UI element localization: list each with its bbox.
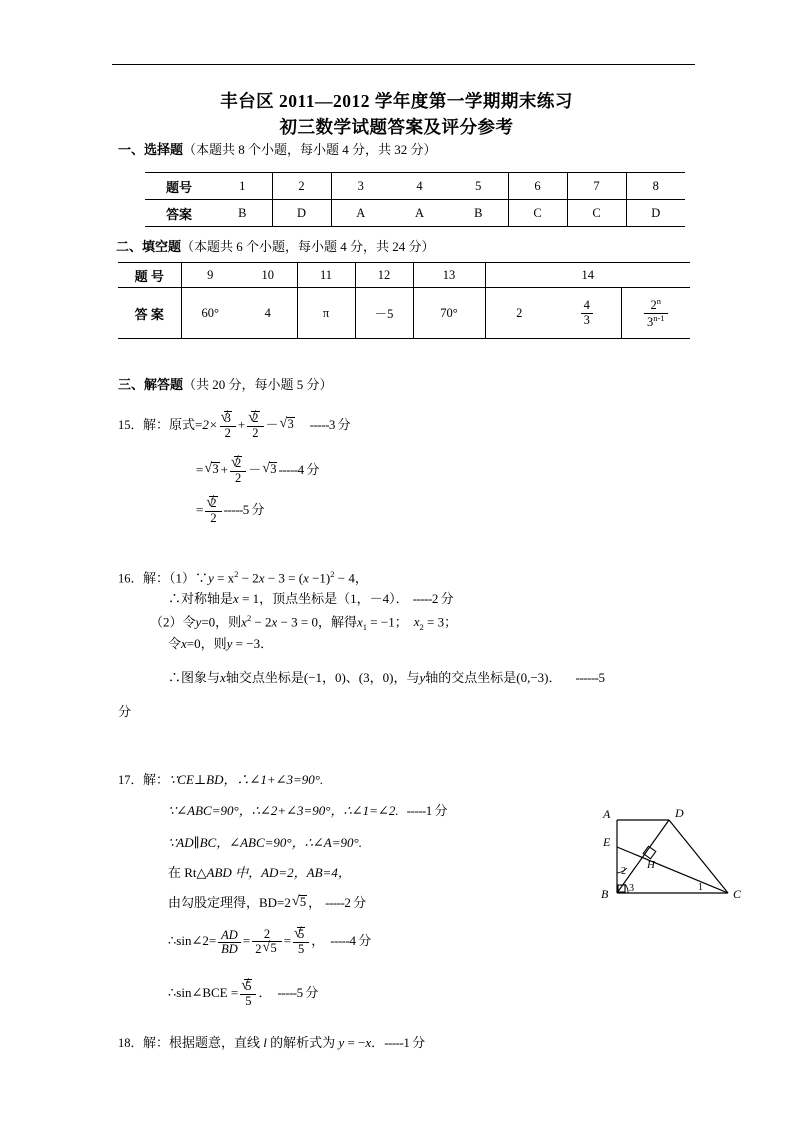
expr: = − xyxy=(344,1035,366,1050)
fraction-numerator: 4 xyxy=(583,298,590,313)
equals-sign: = xyxy=(242,933,251,949)
radicand: 3 xyxy=(212,462,219,477)
variable-x: x xyxy=(241,614,247,630)
problem-17-line-5 xyxy=(168,896,366,910)
table-cell-number: 4 xyxy=(390,173,449,200)
problem-15-number: 15． xyxy=(118,418,144,433)
table-row xyxy=(145,200,685,227)
text: ． xyxy=(371,1035,385,1050)
fraction-numerator-base: 2 xyxy=(650,298,657,313)
table-cell-number: 2 xyxy=(272,173,331,200)
expr: = −3． xyxy=(232,636,274,651)
table-cell-answer: D xyxy=(272,200,331,227)
expr: − 4， xyxy=(334,570,368,586)
radicand: 3 xyxy=(287,417,294,432)
text: 令 xyxy=(182,614,196,630)
table-cell-number: 13 xyxy=(413,263,485,288)
problem-17-line-1 xyxy=(118,773,323,787)
table-cell-number: 11 xyxy=(297,263,355,288)
text: 根据题意，直线 xyxy=(169,1035,264,1050)
fraction xyxy=(252,928,282,956)
table-cell-answer: －5 xyxy=(355,288,413,339)
minus-sign: － xyxy=(265,417,279,433)
problem-17-line-2 xyxy=(168,804,447,817)
section-2-heading xyxy=(116,240,435,254)
problem-17-jie: 解： xyxy=(143,772,170,787)
table-cell-answer: C xyxy=(508,200,567,227)
radical xyxy=(248,412,262,426)
problem-16-part2-label: （2） xyxy=(150,614,183,630)
table-cell-answer: A xyxy=(331,200,390,227)
triangle-abd: △ABD xyxy=(196,865,232,880)
fraction-denominator: 2 xyxy=(220,426,236,440)
problem-16-score-2: ------5 xyxy=(575,670,605,685)
fraction xyxy=(205,497,221,525)
problem-18-score: -----1 分 xyxy=(384,1035,425,1050)
exponent: 2 xyxy=(330,569,335,579)
expr: = x xyxy=(213,570,235,586)
table-cell-answer-fraction xyxy=(553,288,621,339)
text: ． xyxy=(258,985,272,1001)
text: ， xyxy=(308,895,322,910)
problem-17-score-4: -----5 分 xyxy=(277,985,318,1001)
table-cell-answer: 4 xyxy=(239,288,297,339)
lead: ∴sin∠BCE = xyxy=(168,985,239,1001)
fraction xyxy=(644,297,668,329)
label-A: A xyxy=(603,807,611,821)
table-cell-number: 9 xyxy=(181,263,239,288)
text: ，解得 xyxy=(317,614,357,630)
table-cell-number: 1 xyxy=(213,173,272,200)
variable-x: x xyxy=(365,1035,372,1050)
fraction-denominator: 2 xyxy=(247,426,263,440)
radicand: 3 xyxy=(224,411,231,425)
problem-15-line-3 xyxy=(196,497,264,525)
text: 由勾股定理得，BD=2 xyxy=(168,895,291,910)
fraction xyxy=(230,457,246,485)
problem-15-coef: 2× xyxy=(202,417,218,433)
variable-y: y xyxy=(195,614,202,630)
coefficient: 2 xyxy=(255,942,262,957)
radicand: 3 xyxy=(270,462,277,477)
problem-17-score-2: -----2 分 xyxy=(325,895,366,910)
fraction xyxy=(581,299,593,326)
radical xyxy=(241,980,255,994)
table-row-header-answer: 答案 xyxy=(145,200,213,227)
label-angle-1: 1 xyxy=(698,882,703,893)
fraction-numerator: 2 xyxy=(263,927,271,941)
geometry-diagram xyxy=(595,806,775,921)
fraction xyxy=(218,929,241,956)
radical xyxy=(206,497,220,511)
radical xyxy=(262,463,277,477)
text: 轴的交点坐标是(0,−3)． xyxy=(425,670,562,685)
label-D: D xyxy=(675,806,684,820)
problem-17-figure xyxy=(595,806,775,921)
expr: − 3 = 0 xyxy=(277,614,318,630)
lead: ∴sin∠2= xyxy=(168,933,217,949)
text: =0，则 xyxy=(201,614,242,630)
table-cell-number: 10 xyxy=(239,263,297,288)
section-1-note: （本题共 8 个小题，每小题 4 分，共 32 分） xyxy=(183,142,437,157)
problem-17-number: 17． xyxy=(118,773,144,787)
variable-x2: x xyxy=(413,614,420,630)
radical xyxy=(294,928,308,942)
radical xyxy=(221,412,235,426)
minus-sign: － xyxy=(248,462,262,478)
fill-in-answer-table xyxy=(118,262,690,339)
coordinates: （1，－4）． xyxy=(337,591,409,606)
table-cell-number: 7 xyxy=(567,173,626,200)
table-cell-answer: π xyxy=(297,288,355,339)
expr: = −1； xyxy=(367,614,408,630)
radicand: 2 xyxy=(210,496,217,510)
problem-16-line-5 xyxy=(168,671,604,684)
variable-x1: x xyxy=(357,614,363,630)
table-row xyxy=(118,263,690,288)
equals-sign: = xyxy=(196,502,204,518)
variable-x: x xyxy=(233,591,239,606)
segment-BD xyxy=(617,820,669,893)
line-l: l xyxy=(263,1035,267,1050)
section-3-heading xyxy=(118,378,333,392)
expr: = 3； xyxy=(423,614,458,630)
expr: − 2 xyxy=(251,614,272,630)
exponent: 2 xyxy=(246,613,252,623)
problem-18-number: 18． xyxy=(118,1036,144,1050)
fraction-denominator: 5 xyxy=(293,942,309,956)
table-cell-answer: D xyxy=(626,200,685,227)
page-title-line2: 初三数学试题答案及评分参考 xyxy=(279,117,514,137)
expr: − 3 = ( xyxy=(264,570,304,586)
problem-16-line-1 xyxy=(118,570,368,585)
statement: ∵CE⊥BD，∴∠1+∠3=90°. xyxy=(169,772,324,787)
table-cell-number: 12 xyxy=(355,263,413,288)
because-symbol: ∵ xyxy=(195,570,209,586)
problem-17-score-1: -----1 分 xyxy=(406,803,447,818)
statement: ∵AD∥BC，∠ABC=90°，∴∠A=90°. xyxy=(168,835,362,850)
fraction xyxy=(293,928,309,956)
problem-15-jie: 解： xyxy=(143,417,170,433)
problem-16-score-tail: 分 xyxy=(118,704,132,719)
fraction-denominator: 3 xyxy=(581,313,593,327)
variable-x: x xyxy=(271,614,278,630)
problem-16-score-1: -----2 分 xyxy=(412,591,454,606)
statement: ∵∠ABC=90°，∴∠2+∠3=90°，∴∠1=∠2. xyxy=(168,803,399,818)
problem-18-jie: 解： xyxy=(143,1035,170,1050)
table-cell-number: 5 xyxy=(449,173,508,200)
equals-sign: = xyxy=(196,462,204,478)
variable-y: y xyxy=(208,570,214,586)
table-cell-number: 6 xyxy=(508,173,567,200)
table-cell-answer: B xyxy=(449,200,508,227)
radicand: 5 xyxy=(270,941,277,956)
fraction-denominator-base: 3 xyxy=(646,314,654,329)
problem-17-line-7 xyxy=(168,980,318,1008)
label-H: H xyxy=(647,859,655,871)
problem-17-line-4 xyxy=(168,866,351,879)
problem-17-line-3 xyxy=(168,836,362,849)
section-3-label: 三、解答题 xyxy=(118,377,184,392)
problem-15-score-2: -----4 分 xyxy=(278,462,319,478)
label-B: B xyxy=(601,887,609,901)
fraction-denominator: 5 xyxy=(240,994,256,1008)
expr: −1) xyxy=(308,570,331,586)
text: 令 xyxy=(168,636,182,651)
fraction-denominator: 2 xyxy=(205,511,221,525)
section-1-label: 一、选择题 xyxy=(118,142,184,157)
therefore-symbol: ∴ xyxy=(168,670,182,685)
fraction-denominator-exponent: n-1 xyxy=(653,312,665,323)
radical xyxy=(262,942,277,956)
choice-answer-table xyxy=(145,172,685,227)
fraction xyxy=(240,980,256,1008)
radicand: 2 xyxy=(234,456,242,470)
problem-18-line-1 xyxy=(118,1036,425,1050)
variable-y: y xyxy=(226,636,233,651)
section-2-label: 二、填空题 xyxy=(116,239,182,254)
radicand: 5 xyxy=(298,927,305,941)
text: =0，则 xyxy=(186,636,227,651)
fraction-numerator xyxy=(644,297,668,312)
table-cell-number: 14 xyxy=(485,263,690,288)
problem-16-line-2 xyxy=(168,592,453,605)
plus-sign: + xyxy=(237,417,246,433)
exponent: 2 xyxy=(234,569,239,579)
radicand: 5 xyxy=(299,895,307,909)
radical xyxy=(292,896,307,910)
table-row xyxy=(145,173,685,200)
section-3-note: （共 20 分，每小题 5 分） xyxy=(183,377,333,392)
variable-x: x xyxy=(258,570,265,586)
table-row xyxy=(118,288,690,339)
text: 图象与 xyxy=(181,670,221,685)
subscript: 1 xyxy=(362,621,368,632)
problem-15-lead: 原式= xyxy=(169,417,203,433)
table-cell-answer: B xyxy=(213,200,272,227)
radicand: 2 xyxy=(252,411,259,425)
subscript: 2 xyxy=(419,621,424,632)
radical xyxy=(280,418,295,432)
table-row-header-number: 题号 xyxy=(145,173,213,200)
problem-17-score-3: -----4 分 xyxy=(330,933,371,949)
problem-16-line-3 xyxy=(150,614,457,631)
problem-15-line-2 xyxy=(196,457,319,485)
plus-sign: + xyxy=(220,462,228,478)
expr: 中，AD=2，AB=4， xyxy=(231,865,351,880)
expr: − 2 xyxy=(238,570,259,586)
expr: = 1， xyxy=(238,591,273,606)
equals-sign: = xyxy=(283,933,292,949)
problem-16-part1-label: （1） xyxy=(169,570,196,586)
variable-y: y xyxy=(338,1035,345,1050)
section-2-note: （本题共 6 个小题，每小题 4 分，共 24 分） xyxy=(181,239,435,254)
fraction-numerator-exponent: n xyxy=(656,296,661,307)
label-angle-3: 3 xyxy=(629,883,634,894)
fraction-denominator xyxy=(252,941,282,956)
problem-15-score-3: -----5 分 xyxy=(223,502,264,518)
label-E: E xyxy=(603,835,611,849)
problem-15-score-1: -----3 分 xyxy=(309,417,351,433)
variable-x: x xyxy=(303,570,309,586)
problem-17-line-6 xyxy=(168,928,371,956)
problem-15-line-1 xyxy=(118,412,350,440)
section-1-heading xyxy=(118,143,437,157)
header-divider xyxy=(112,64,695,65)
table-cell-answer-fraction xyxy=(621,288,690,339)
text: ， xyxy=(311,933,325,949)
problem-16-number: 16． xyxy=(118,571,144,586)
table-cell-answer: A xyxy=(390,200,449,227)
text: 的解析式为 xyxy=(266,1035,339,1050)
table-cell-answer: C xyxy=(567,200,626,227)
fraction-denominator: 2 xyxy=(230,471,246,485)
table-cell-answer: 70° xyxy=(413,288,485,339)
therefore-symbol: ∴ xyxy=(168,591,182,606)
fraction-denominator: BD xyxy=(218,942,241,956)
variable-x: x xyxy=(220,670,226,685)
label-C: C xyxy=(733,887,742,901)
page-title-line1: 丰台区 2011—2012 学年度第一学期期末练习 xyxy=(220,91,573,111)
fraction-numerator: AD xyxy=(221,927,238,942)
variable-x: x xyxy=(181,636,187,651)
problem-16-line-4 xyxy=(168,637,273,650)
fraction-denominator xyxy=(644,313,668,329)
radical xyxy=(204,463,219,477)
text: 在 Rt xyxy=(168,865,197,880)
text: 轴交点坐标是(−1，0)、(3，0)，与 xyxy=(225,670,420,685)
text: 对称轴是 xyxy=(181,591,234,606)
radicand: 5 xyxy=(245,979,252,993)
table-cell-number: 8 xyxy=(626,173,685,200)
table-cell-answer: 60° xyxy=(181,288,239,339)
problem-16-jie: 解： xyxy=(143,570,170,586)
fraction xyxy=(247,412,263,440)
fraction xyxy=(220,412,236,440)
table-row-header-number: 题 号 xyxy=(118,263,181,288)
text: 顶点坐标是 xyxy=(272,591,338,606)
table-row-header-answer: 答 案 xyxy=(118,288,181,339)
radical xyxy=(231,457,245,471)
variable-y: y xyxy=(419,670,426,685)
table-cell-answer: 2 xyxy=(485,288,553,339)
table-cell-number: 3 xyxy=(331,173,390,200)
label-angle-2: 2 xyxy=(621,866,626,877)
